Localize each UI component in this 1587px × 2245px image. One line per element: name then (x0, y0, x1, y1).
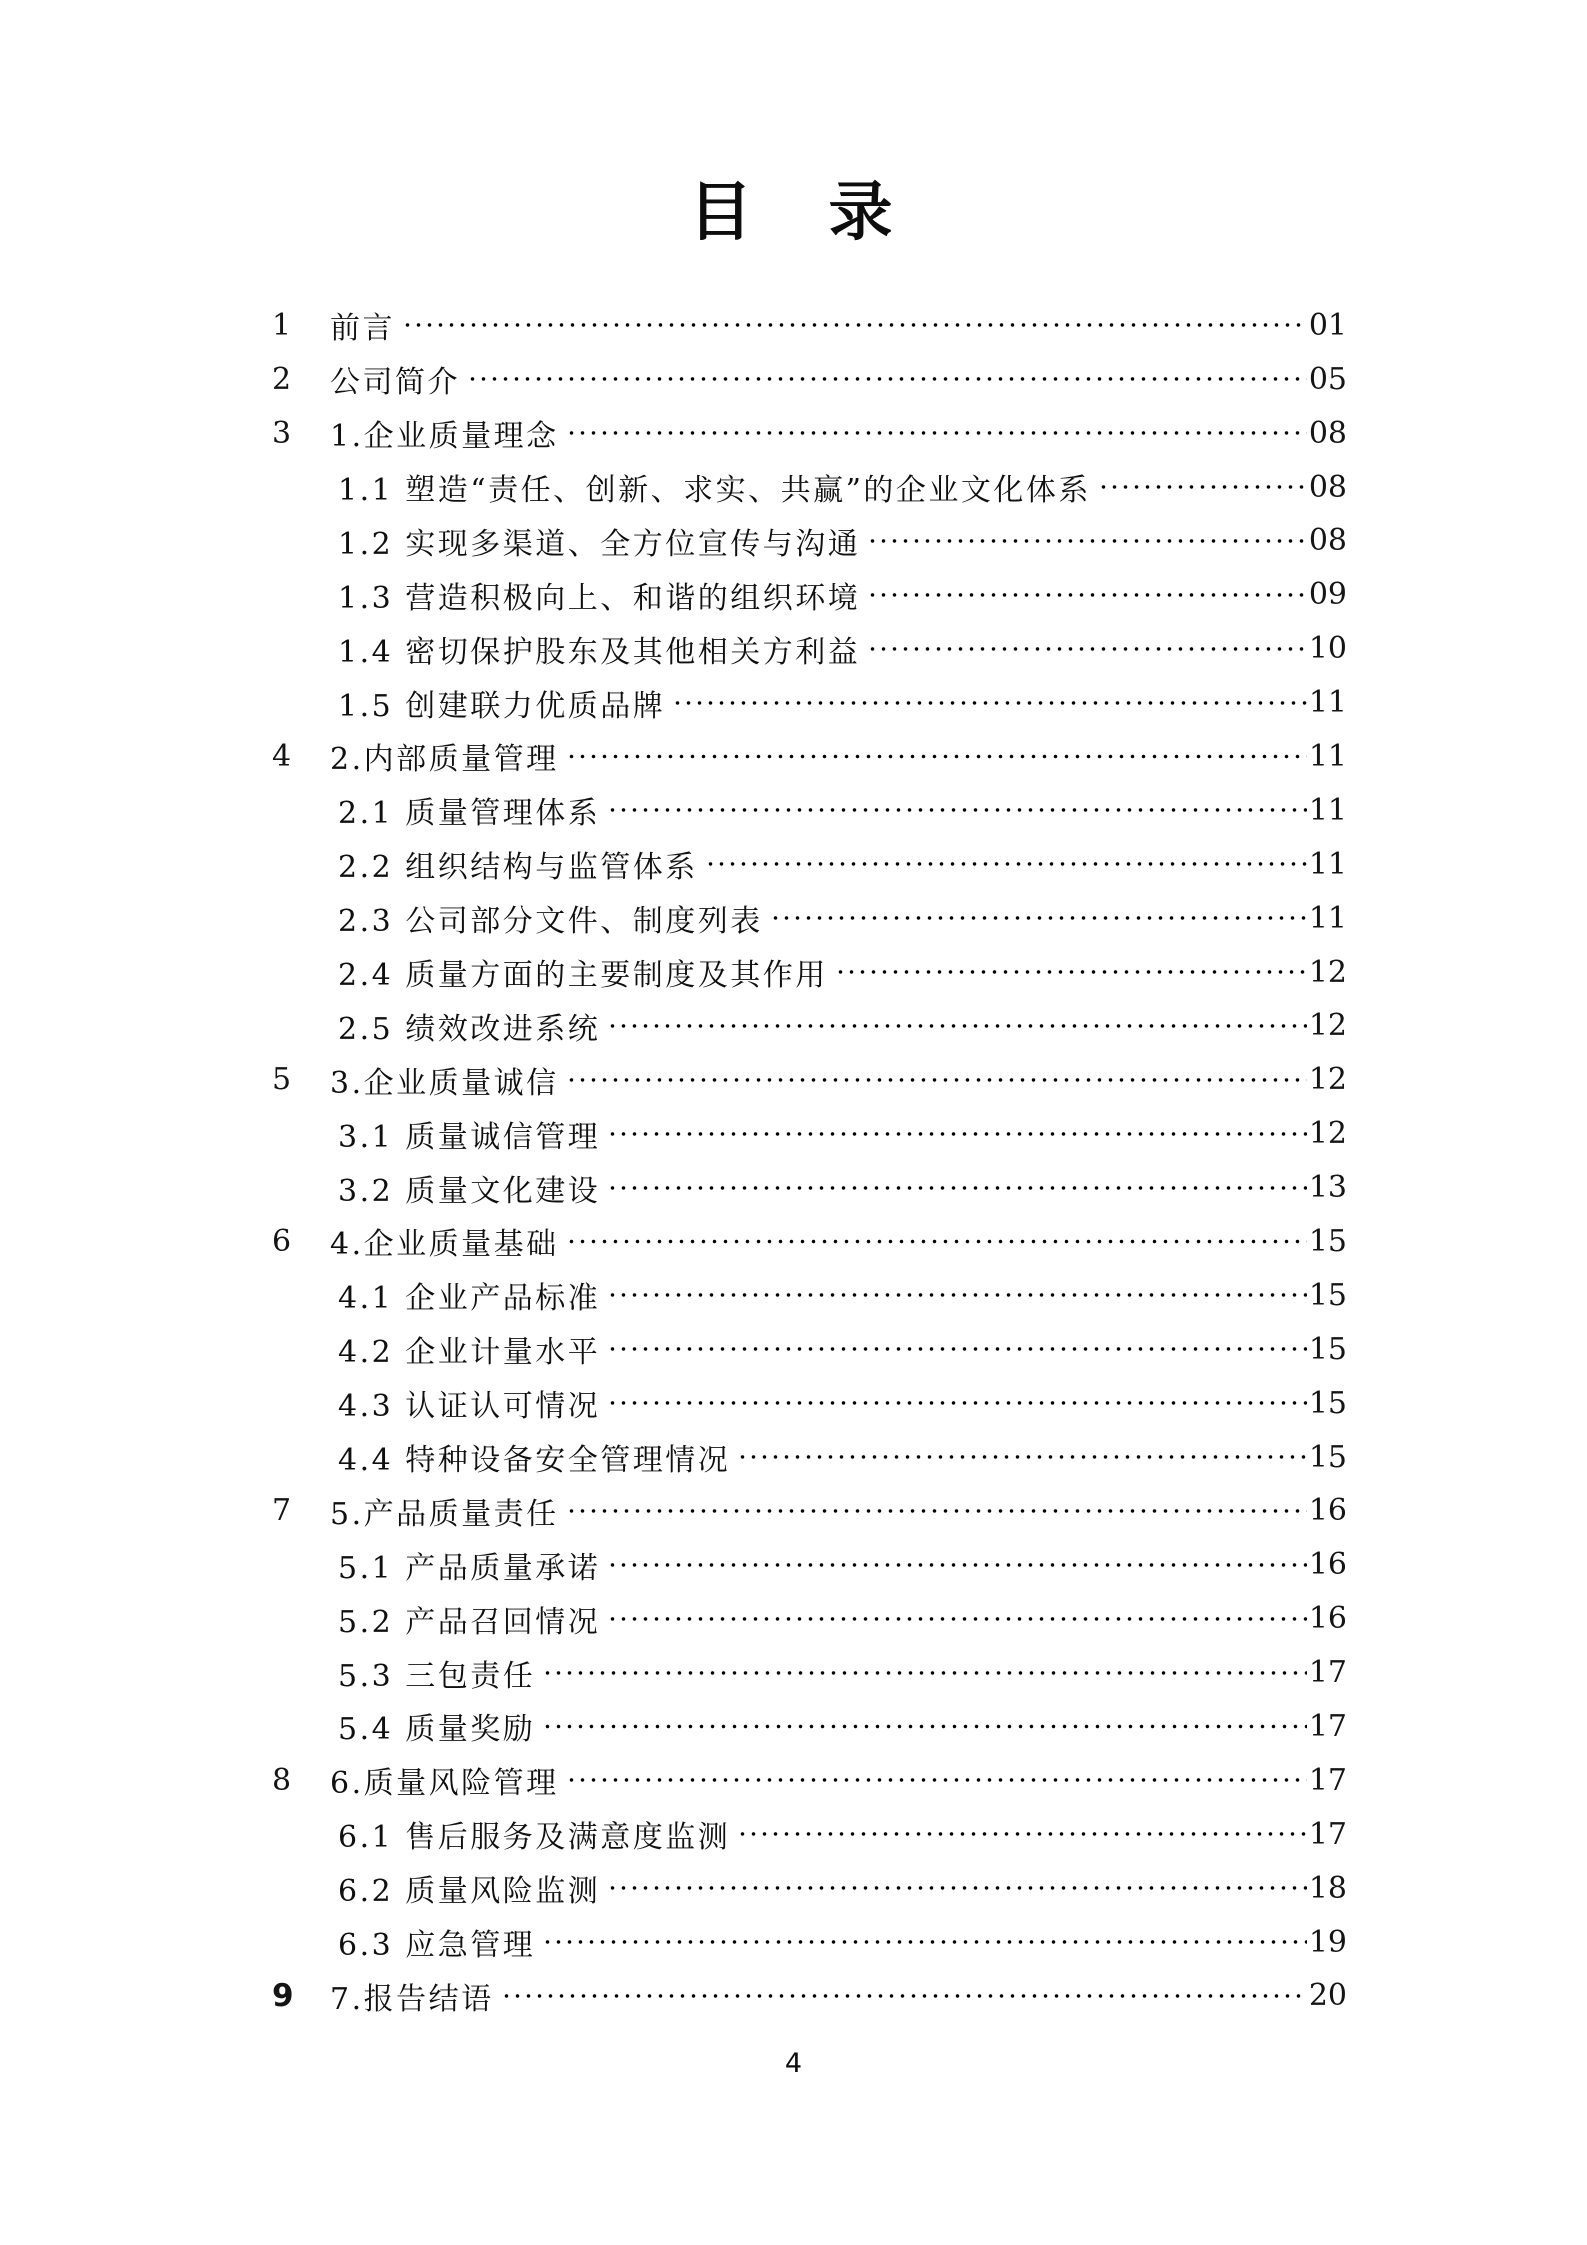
toc-entry-page: 15 (1308, 1331, 1347, 1367)
toc-dot-leader (604, 1322, 1307, 1376)
toc-entry-number: 2 (272, 361, 292, 397)
toc-entry-page: 15 (1308, 1277, 1347, 1313)
toc-dot-leader (563, 406, 1307, 460)
toc-entry (272, 1268, 1347, 1322)
toc-entry-label: 1.3 营造积极向上、和谐的组织环境 (338, 580, 861, 616)
toc-entry (272, 622, 1347, 676)
toc-entry-label: 4.3 认证认可情况 (338, 1389, 601, 1425)
toc-dot-leader (734, 1430, 1307, 1484)
toc-dot-leader (604, 1161, 1307, 1215)
toc-dot-leader (767, 891, 1307, 945)
toc-entry-number: 8 (272, 1762, 292, 1798)
toc-dot-leader (832, 945, 1307, 999)
toc-entry-label: 5.4 质量奖励 (338, 1712, 536, 1748)
toc-entry (272, 891, 1347, 945)
toc-dot-leader (604, 1107, 1307, 1161)
toc-entry (272, 1215, 1347, 1269)
toc-entry-page: 12 (1308, 1062, 1347, 1098)
toc-entry-label: 4.企业质量基础 (330, 1227, 559, 1263)
toc-entry (272, 1376, 1347, 1430)
toc-entry-page: 01 (1308, 307, 1347, 343)
toc-entry (272, 1861, 1347, 1915)
toc-entry (272, 783, 1347, 837)
toc-entry (272, 1322, 1347, 1376)
toc-entry-label: 1.1 塑造“责任、创新、求实、共赢”的企业文化体系 (338, 473, 1091, 508)
toc-dot-leader (604, 1268, 1307, 1322)
toc-entry-label: 2.1 质量管理体系 (338, 796, 601, 832)
toc-entry (272, 1161, 1347, 1215)
toc-dot-leader (734, 1807, 1307, 1861)
toc-entry-label: 5.产品质量责任 (330, 1496, 559, 1532)
toc-entry-label: 前言 (330, 311, 395, 347)
toc-dot-leader (864, 568, 1307, 622)
toc-entry (272, 1053, 1347, 1107)
toc-entry-page: 13 (1308, 1170, 1347, 1206)
toc-dot-leader (1095, 460, 1307, 514)
toc-dot-leader (563, 730, 1307, 784)
toc-dot-leader (498, 1969, 1307, 2023)
toc-entry (272, 1753, 1347, 1807)
toc-entry-label: 7.报告结语 (330, 1981, 494, 2017)
toc-entry-number: 3 (272, 415, 292, 451)
toc-entry-page: 12 (1308, 1116, 1347, 1152)
toc-entry-label: 1.5 创建联力优质品牌 (338, 688, 666, 724)
toc-entry-label: 3.2 质量文化建设 (338, 1173, 601, 1209)
toc-entry-page: 08 (1308, 415, 1347, 451)
toc-entry-page: 11 (1308, 846, 1347, 882)
toc-entry-label: 6.3 应急管理 (338, 1928, 536, 1964)
toc-entry-label: 6.2 质量风险监测 (338, 1874, 601, 1910)
toc-dot-leader (604, 1376, 1307, 1430)
toc-dot-leader (563, 1484, 1307, 1538)
footer-page-number: 4 (784, 2048, 803, 2079)
toc-list (272, 298, 1347, 2023)
toc-dot-leader (563, 1215, 1307, 1269)
toc-entry-page: 11 (1308, 738, 1347, 774)
toc-entry-page: 16 (1308, 1547, 1347, 1583)
toc-entry-page: 11 (1308, 900, 1347, 936)
toc-entry-page: 18 (1308, 1870, 1347, 1906)
toc-entry (272, 1107, 1347, 1161)
toc-entry-page: 12 (1308, 1008, 1347, 1044)
toc-entry-label: 2.内部质量管理 (330, 742, 559, 778)
toc-entry-number: 6 (272, 1223, 292, 1259)
toc-entry-label: 公司简介 (330, 365, 460, 401)
toc-entry-number: 5 (272, 1062, 292, 1098)
toc-entry-page: 05 (1308, 361, 1347, 397)
toc-entry-page: 16 (1308, 1601, 1347, 1637)
toc-entry-page: 08 (1308, 469, 1347, 505)
toc-entry-label: 1.2 实现多渠道、全方位宣传与沟通 (338, 526, 861, 562)
toc-entry (272, 1807, 1347, 1861)
toc-entry-page: 15 (1308, 1385, 1347, 1421)
toc-entry (272, 1592, 1347, 1646)
toc-entry-label: 6.质量风险管理 (330, 1766, 559, 1802)
toc-entry-page: 17 (1308, 1708, 1347, 1744)
toc-dot-leader (864, 622, 1307, 676)
toc-entry (272, 1646, 1347, 1700)
toc-entry (272, 1538, 1347, 1592)
toc-entry-label: 4.4 特种设备安全管理情况 (338, 1443, 731, 1479)
toc-entry (272, 730, 1347, 784)
toc-dot-leader (539, 1646, 1307, 1700)
toc-entry-number: 4 (272, 738, 292, 774)
toc-dot-leader (604, 1538, 1307, 1592)
toc-entry-page: 09 (1308, 577, 1347, 613)
toc-entry-page: 12 (1308, 954, 1347, 990)
toc-entry-page: 17 (1308, 1762, 1347, 1798)
toc-dot-leader (539, 1915, 1307, 1969)
page-title: 目 录 (688, 175, 899, 250)
toc-entry-page: 08 (1308, 523, 1347, 559)
toc-entry-page: 11 (1308, 685, 1347, 721)
toc-entry (272, 514, 1347, 568)
toc-dot-leader (563, 1053, 1307, 1107)
toc-entry-page: 17 (1308, 1655, 1347, 1691)
toc-entry (272, 676, 1347, 730)
toc-entry-page: 16 (1308, 1493, 1347, 1529)
toc-entry-page: 11 (1308, 792, 1347, 828)
toc-dot-leader (604, 1592, 1307, 1646)
toc-entry (272, 1700, 1347, 1754)
toc-entry-label: 2.3 公司部分文件、制度列表 (338, 904, 763, 940)
toc-dot-leader (563, 1753, 1307, 1807)
toc-entry (272, 837, 1347, 891)
toc-dot-leader (669, 676, 1307, 730)
toc-entry-page: 17 (1308, 1816, 1347, 1852)
toc-entry-page: 15 (1308, 1223, 1347, 1259)
toc-entry-label: 4.1 企业产品标准 (338, 1281, 601, 1317)
toc-dot-leader (604, 783, 1307, 837)
toc-entry (272, 1915, 1347, 1969)
toc-dot-leader (604, 1861, 1307, 1915)
toc-entry-label: 2.2 组织结构与监管体系 (338, 850, 698, 886)
toc-entry (272, 999, 1347, 1053)
toc-entry-label: 1.企业质量理念 (330, 419, 559, 455)
toc-dot-leader (864, 514, 1307, 568)
toc-entry-page: 19 (1308, 1924, 1347, 1960)
toc-entry (272, 1484, 1347, 1538)
toc-dot-leader (539, 1700, 1307, 1754)
toc-entry (272, 406, 1347, 460)
toc-entry (272, 1969, 1347, 2023)
toc-entry-label: 1.4 密切保护股东及其他相关方利益 (338, 634, 861, 670)
toc-entry (272, 298, 1347, 352)
toc-entry-label: 5.3 三包责任 (338, 1658, 536, 1694)
toc-entry (272, 352, 1347, 406)
toc-entry (272, 568, 1347, 622)
toc-entry (272, 460, 1347, 514)
toc-entry-label: 4.2 企业计量水平 (338, 1335, 601, 1371)
toc-dot-leader (702, 837, 1307, 891)
toc-entry-label: 3.企业质量诚信 (330, 1065, 559, 1101)
toc-dot-leader (399, 298, 1307, 352)
toc-entry-label: 2.4 质量方面的主要制度及其作用 (338, 958, 828, 994)
toc-dot-leader (604, 999, 1307, 1053)
toc-entry-page: 20 (1308, 1978, 1347, 2014)
toc-entry (272, 1430, 1347, 1484)
toc-dot-leader (464, 352, 1307, 406)
toc-entry-label: 2.5 绩效改进系统 (338, 1011, 601, 1047)
toc-entry-label: 3.1 质量诚信管理 (338, 1119, 601, 1155)
toc-entry-number: 7 (272, 1493, 292, 1529)
toc-entry-page: 10 (1308, 631, 1347, 667)
toc-entry-page: 15 (1308, 1439, 1347, 1475)
toc-entry-label: 5.1 产品质量承诺 (338, 1550, 601, 1586)
toc-entry-label: 5.2 产品召回情况 (338, 1604, 601, 1640)
toc-entry-label: 6.1 售后服务及满意度监测 (338, 1820, 731, 1856)
toc-entry (272, 945, 1347, 999)
toc-entry-number: 1 (272, 307, 292, 343)
toc-entry-number: 9 (272, 1977, 294, 2014)
